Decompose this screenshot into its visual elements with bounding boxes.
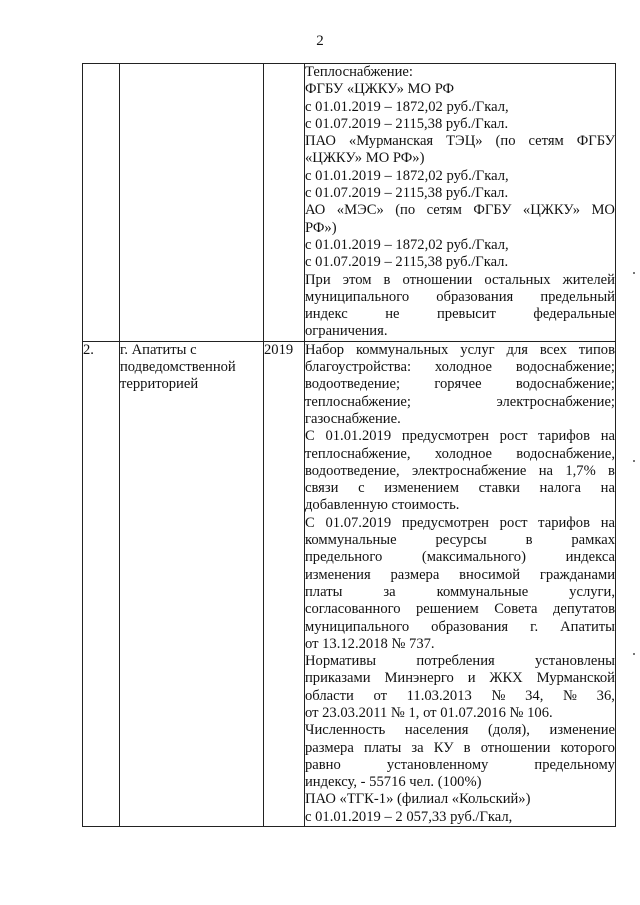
word: не xyxy=(385,306,400,323)
word: 11.03.2013 xyxy=(406,687,472,704)
word: для xyxy=(506,341,528,358)
word: индекс xyxy=(305,306,348,323)
word: образования xyxy=(436,288,514,305)
word: водоотведение; xyxy=(305,376,401,393)
word: которого xyxy=(560,739,615,756)
word: «Мурманская xyxy=(348,133,434,150)
text-line xyxy=(305,202,615,219)
word: рост xyxy=(499,514,528,531)
word: установленному xyxy=(386,756,489,773)
text-line xyxy=(305,342,615,359)
word: на xyxy=(600,514,615,531)
row-number: 2. xyxy=(83,341,94,358)
text-line xyxy=(305,619,615,636)
text-line xyxy=(305,584,615,601)
word: Мурманской xyxy=(536,670,615,687)
text-line: с 01.01.2019 – 1872,02 руб./Гкал, xyxy=(305,167,509,184)
word: тарифов xyxy=(538,428,590,445)
word: ПАО xyxy=(305,133,336,150)
text-line: газоснабжение. xyxy=(305,410,401,427)
word: равно xyxy=(305,756,341,773)
word: Набор xyxy=(305,341,345,358)
table-row-continuation xyxy=(83,64,616,342)
text-line: добавленную стоимость. xyxy=(305,497,460,514)
text-line xyxy=(305,428,615,445)
word: в xyxy=(525,532,533,549)
word: платы xyxy=(305,583,343,600)
word: КУ xyxy=(433,739,454,756)
word: приказами xyxy=(305,670,371,687)
word: «ЦЖКУ» xyxy=(522,202,580,219)
cell-number xyxy=(83,64,120,342)
scan-mark xyxy=(633,653,635,655)
word: МО xyxy=(591,202,615,219)
word: ЖКХ xyxy=(489,670,523,687)
word: превысит xyxy=(436,306,496,323)
text-line: ФГБУ «ЦЖКУ» МО РФ xyxy=(305,81,455,98)
word: муниципального xyxy=(305,288,410,305)
word: федеральные xyxy=(533,306,615,323)
text-line xyxy=(305,740,615,757)
text-line xyxy=(305,394,615,411)
text-line xyxy=(305,463,615,480)
text-line xyxy=(305,722,615,739)
word: ставки xyxy=(478,480,520,497)
word: предусмотрен xyxy=(401,514,489,531)
word: холодное xyxy=(434,359,493,376)
word: АО xyxy=(305,202,326,219)
text-line xyxy=(305,670,615,687)
word: электроснабжение; xyxy=(496,393,615,410)
cell-municipality xyxy=(120,64,264,342)
text-line xyxy=(305,688,615,705)
word: С xyxy=(305,428,315,445)
text-line: ограничения. xyxy=(305,323,388,340)
word: теплоснабжение, xyxy=(305,445,411,462)
scan-mark xyxy=(633,460,635,462)
word: депутатов xyxy=(552,601,615,618)
row2-description xyxy=(305,342,615,826)
word: № xyxy=(563,687,577,704)
cell-year xyxy=(264,64,305,342)
text-line xyxy=(305,532,615,549)
word: платы xyxy=(363,739,402,756)
word: установлены xyxy=(535,653,615,670)
word: водоснабжение; xyxy=(515,359,615,376)
word: на xyxy=(538,462,554,479)
text-line: с 01.07.2019 – 2115,38 руб./Гкал. xyxy=(305,115,509,132)
text-line xyxy=(305,289,615,306)
word: 1,7% xyxy=(565,462,596,479)
word: от xyxy=(373,687,387,704)
tariff-table xyxy=(82,63,616,827)
word: на xyxy=(600,480,615,497)
word: (доля), xyxy=(488,722,530,739)
word: этом xyxy=(342,271,372,288)
word: потребления xyxy=(416,653,495,670)
word: в xyxy=(383,271,391,288)
word: налога xyxy=(539,480,581,497)
word: коммунальные xyxy=(305,532,397,549)
municipality-name-line: г. Апатиты с xyxy=(120,341,197,358)
word: услуг xyxy=(460,341,495,358)
word: 01.01.2019 xyxy=(325,428,392,445)
word: гражданами xyxy=(539,566,615,583)
word: связи xyxy=(305,480,339,497)
word: на xyxy=(600,428,615,445)
word: «МЭС» xyxy=(336,202,384,219)
word: Апатиты xyxy=(560,618,615,635)
word: г. xyxy=(530,618,539,635)
row1-description xyxy=(305,64,615,341)
word: области xyxy=(305,687,354,704)
text-line xyxy=(305,446,615,463)
text-line xyxy=(305,601,615,618)
text-line: ПАО «ТГК-1» (филиал «Кольский») xyxy=(305,791,531,808)
word: жителей xyxy=(562,271,615,288)
text-line xyxy=(305,133,615,150)
word: вносимой xyxy=(459,566,521,583)
word: изменение xyxy=(549,722,615,739)
word: (максимального) xyxy=(421,549,526,566)
word: предельного xyxy=(305,549,383,566)
word: отношении xyxy=(480,739,551,756)
word: ТЭЦ» xyxy=(446,133,483,150)
word: индекса xyxy=(565,549,615,566)
text-line xyxy=(305,567,615,584)
word: и xyxy=(467,670,476,687)
text-line: от 13.12.2018 № 737. xyxy=(305,635,435,652)
text-line: РФ») xyxy=(305,219,337,236)
text-line: с 01.01.2019 – 2 057,33 руб./Гкал, xyxy=(305,808,513,825)
word: водоотведение, xyxy=(305,462,400,479)
cell-description xyxy=(305,341,616,826)
word: предусмотрен xyxy=(401,428,489,445)
word: С xyxy=(305,514,315,531)
word: решением xyxy=(415,601,479,618)
word: Минэнерго xyxy=(384,670,454,687)
text-line: с 01.01.2019 – 1872,02 руб./Гкал, xyxy=(305,98,509,115)
municipality-name-line: территорией xyxy=(120,376,199,393)
word: рост xyxy=(499,428,528,445)
word: (по xyxy=(495,133,516,150)
word: теплоснабжение; xyxy=(305,393,411,410)
word: ФГБУ xyxy=(576,133,615,150)
word: согласованного xyxy=(305,601,401,618)
word: водоснабжение, xyxy=(516,445,615,462)
word: всех xyxy=(539,341,567,358)
word: 36, xyxy=(596,687,615,704)
word: предельному xyxy=(534,756,615,773)
text-line xyxy=(305,515,615,532)
text-line xyxy=(305,359,615,376)
word: образования xyxy=(431,618,509,635)
word: тарифов xyxy=(538,514,590,531)
word: услуги, xyxy=(569,583,615,600)
word: в xyxy=(463,739,471,756)
word: холодное xyxy=(434,445,493,462)
word: размера xyxy=(390,566,440,583)
word: ФГБУ xyxy=(473,202,512,219)
word: изменением xyxy=(384,480,459,497)
text-line xyxy=(305,306,615,323)
text-line: «ЦЖКУ» МО РФ») xyxy=(305,150,425,167)
word: коммунальные xyxy=(436,583,529,600)
word: благоустройства: xyxy=(305,359,412,376)
word: № xyxy=(491,687,506,704)
word: Совета xyxy=(494,601,538,618)
text-line xyxy=(305,376,615,393)
word: за xyxy=(383,583,396,600)
word: Численность xyxy=(305,722,386,739)
word: населения xyxy=(404,722,469,739)
text-line: с 01.07.2019 – 2115,38 руб./Гкал. xyxy=(305,254,509,271)
word: остальных xyxy=(484,271,551,288)
word: рамках xyxy=(571,532,615,549)
text-line: Теплоснабжение: xyxy=(305,64,413,80)
word: (по xyxy=(395,202,416,219)
text-line: от 23.03.2011 № 1, от 01.07.2016 № 106. xyxy=(305,704,553,721)
text-line xyxy=(305,272,615,289)
text-line: индексу, - 55716 чел. (100%) xyxy=(305,774,482,791)
word: Нормативы xyxy=(305,653,377,670)
table-row-apatity xyxy=(83,341,616,826)
text-line xyxy=(305,480,615,497)
page-number: 2 xyxy=(316,33,324,49)
word: 34, xyxy=(525,687,544,704)
word: сетям xyxy=(528,133,564,150)
word: в xyxy=(608,462,615,479)
word: за xyxy=(411,739,424,756)
cell-number xyxy=(83,341,120,826)
row-year: 2019 xyxy=(264,341,294,358)
text-line xyxy=(305,549,615,566)
word: размера xyxy=(305,739,354,756)
scan-mark xyxy=(633,272,635,274)
word: 01.07.2019 xyxy=(325,514,392,531)
word: предельный xyxy=(540,288,615,305)
word: горячее xyxy=(434,376,482,393)
municipality-name-line: подведомственной xyxy=(120,359,236,376)
text-line xyxy=(305,757,615,774)
word: типов xyxy=(578,341,615,358)
word: ресурсы xyxy=(435,532,487,549)
word: коммунальных xyxy=(355,341,449,358)
word: отношении xyxy=(402,271,473,288)
word: с xyxy=(358,480,365,497)
word: При xyxy=(305,271,331,288)
text-line xyxy=(305,653,615,670)
word: водоснабжение; xyxy=(515,376,615,393)
cell-municipality xyxy=(120,341,264,826)
word: муниципального xyxy=(305,618,410,635)
text-line: с 01.01.2019 – 1872,02 руб./Гкал, xyxy=(305,236,509,253)
text-line: с 01.07.2019 – 2115,38 руб./Гкал. xyxy=(305,185,509,202)
cell-description xyxy=(305,64,616,342)
cell-year xyxy=(264,341,305,826)
word: сетям xyxy=(426,202,462,219)
word: изменения xyxy=(305,566,371,583)
word: электроснабжение xyxy=(411,462,527,479)
